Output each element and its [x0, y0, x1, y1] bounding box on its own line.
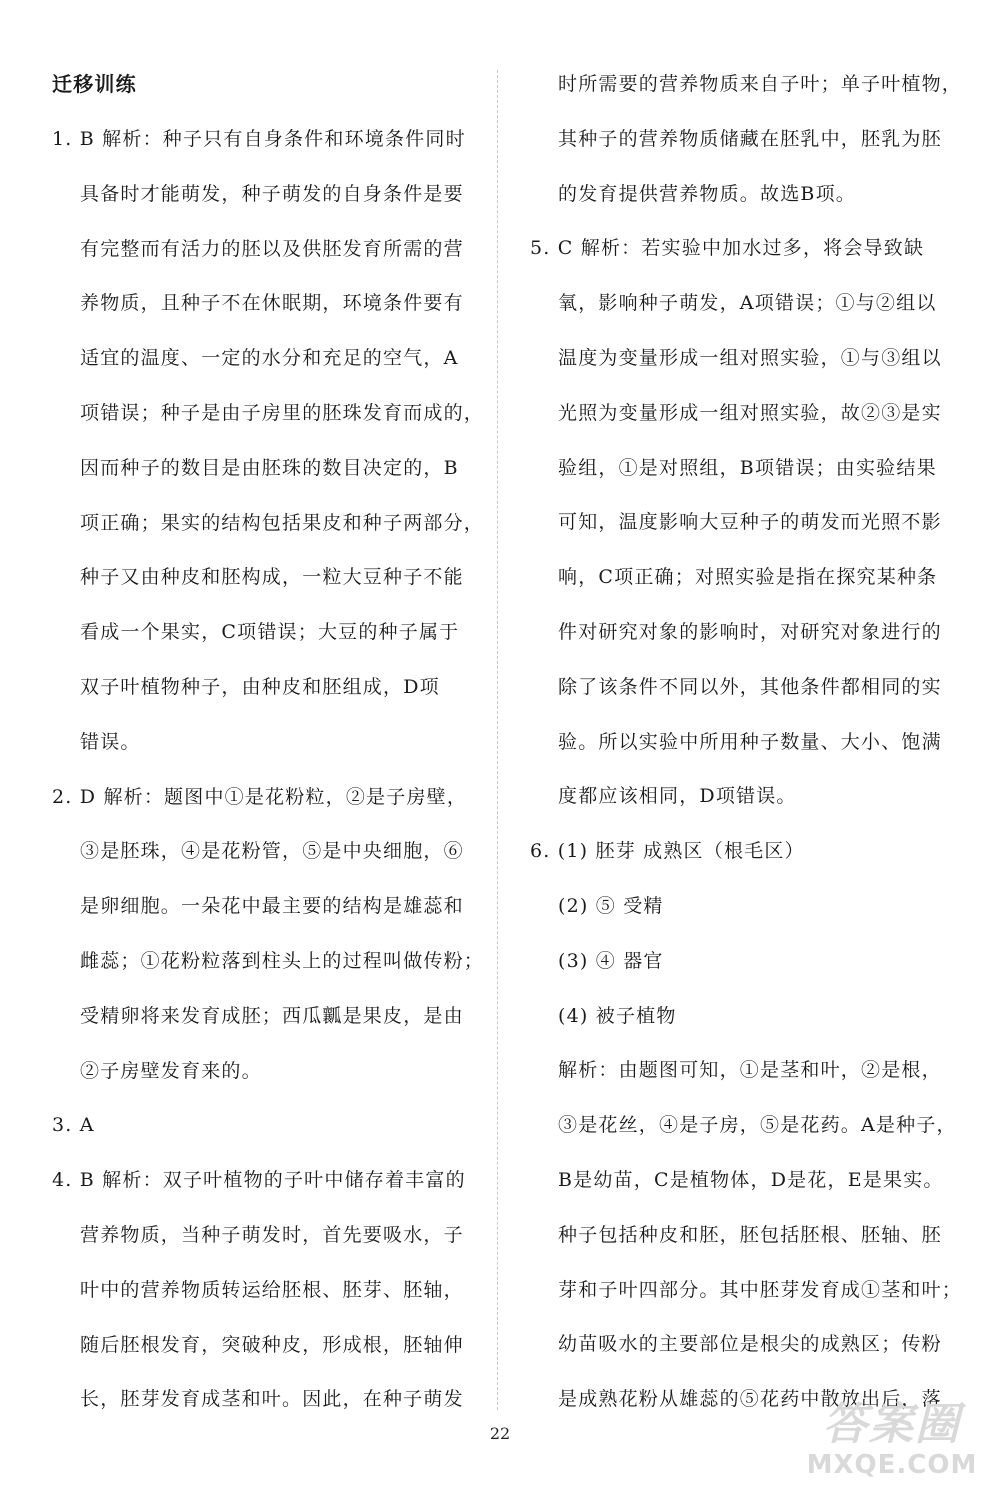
section-heading: 迁移训练 — [52, 72, 137, 96]
text-line: 时所需要的营养物质来自子叶；单子叶植物， — [558, 73, 963, 95]
text-line: 随后胚根发育，突破种皮，形成根，胚轴伸 — [80, 1333, 464, 1356]
text-line: ③是花丝，④是子房，⑤是花药。A是种子， — [558, 1114, 957, 1137]
text-line: 1. B 解析：种子只有自身条件和环境条件同时 — [52, 128, 466, 150]
text-line: 适宜的温度、一定的水分和充足的空气，A — [80, 347, 459, 370]
text-line: 可知，温度影响大豆种子的萌发而光照不影 — [558, 511, 942, 534]
text-line: (4) 被子植物 — [558, 1004, 677, 1027]
text-line: 6. (1) 胚芽 成熟区（根毛区） — [530, 840, 805, 863]
text-line: ③是胚珠，④是花粉管，⑤是中央细胞，⑥ — [80, 840, 464, 863]
text-line: 温度为变量形成一组对照实验，①与③组以 — [558, 347, 942, 369]
text-line: 因而种子的数目是由胚珠的数目决定的，B — [80, 456, 459, 479]
column-divider — [497, 70, 498, 1410]
text-line: 幼苗吸水的主要部位是根尖的成熟区；传粉 — [558, 1333, 942, 1356]
text-line: 验组，①是对照组，B项错误；由实验结果 — [558, 456, 937, 479]
text-line: 是成熟花粉从雄蕊的⑤花药中散放出后，落 — [558, 1388, 942, 1411]
text-line: 双子叶植物种子，由种皮和胚组成，D项 — [80, 676, 440, 698]
text-line: 响，C项正确；对照实验是指在探究某种条 — [558, 566, 938, 589]
text-line: 受精卵将来发育成胚；西瓜瓤是果皮，是由 — [80, 1004, 464, 1027]
text-line: 4. B 解析：双子叶植物的子叶中储存着丰富的 — [52, 1169, 466, 1192]
watermark-logo-text: 答案圈 — [823, 1399, 961, 1450]
text-line: B是幼苗，C是植物体，D是花，E是果实。 — [558, 1169, 944, 1191]
text-line: 的发育提供营养物质。故选B项。 — [558, 182, 856, 205]
page-number: 22 — [489, 1424, 511, 1443]
text-line: 养物质，且种子不在休眠期，环境条件要有 — [80, 292, 464, 315]
text-line: 解析：由题图可知，①是茎和叶，②是根， — [558, 1059, 942, 1082]
text-line: 氧，影响种子萌发，A项错误；①与②组以 — [558, 292, 937, 315]
text-line: 3. A — [52, 1114, 95, 1137]
text-line: 错误。 — [80, 730, 141, 753]
text-line: 是卵细胞。一朵花中最主要的结构是雄蕊和 — [80, 895, 464, 918]
text-line: 项正确；果实的结构包括果皮和种子两部分， — [80, 511, 485, 534]
text-line: 雌蕊；①花粉粒落到柱头上的过程叫做传粉； — [80, 950, 485, 972]
text-line: 营养物质，当种子萌发时，首先要吸水，子 — [80, 1224, 464, 1246]
text-line: ②子房壁发育来的。 — [80, 1059, 262, 1082]
text-line: 项错误；种子是由子房里的胚珠发育而成的， — [80, 402, 485, 424]
text-line: 种子又由种皮和胚构成，一粒大豆种子不能 — [80, 566, 464, 589]
text-line: 有完整而有活力的胚以及供胚发育所需的营 — [80, 237, 464, 260]
text-line: 度都应该相同，D项错误。 — [558, 785, 797, 808]
text-line: 芽和子叶四部分。其中胚芽发育成①茎和叶； — [558, 1278, 963, 1301]
watermark-logo — [792, 1400, 992, 1490]
text-line: 验。所以实验中所用种子数量、大小、饱满 — [558, 730, 942, 753]
text-line: 除了该条件不同以外，其他条件都相同的实 — [558, 675, 942, 698]
watermark-url: MXQE.COM — [806, 1450, 978, 1480]
text-line: (2) ⑤ 受精 — [558, 895, 664, 917]
text-line: 其种子的营养物质储藏在胚乳中，胚乳为胚 — [558, 127, 942, 150]
text-line: 具备时才能萌发，种子萌发的自身条件是要 — [80, 182, 464, 205]
text-line: 2. D 解析：题图中①是花粉粒，②是子房壁， — [52, 785, 468, 808]
text-line: 件对研究对象的影响时，对研究对象进行的 — [558, 621, 942, 643]
text-line: 5. C 解析：若实验中加水过多，将会导致缺 — [530, 237, 925, 260]
text-line: 叶中的营养物质转运给胚根、胚芽、胚轴， — [80, 1278, 464, 1301]
text-line: 长，胚芽发育成茎和叶。因此，在种子萌发 — [80, 1388, 464, 1411]
text-line: 种子包括种皮和胚，胚包括胚根、胚轴、胚 — [558, 1223, 942, 1246]
text-line: 看成一个果实，C项错误；大豆的种子属于 — [80, 621, 460, 644]
text-line: 光照为变量形成一组对照实验，故②③是实 — [558, 401, 942, 424]
text-line: (3) ④ 器官 — [558, 949, 664, 972]
